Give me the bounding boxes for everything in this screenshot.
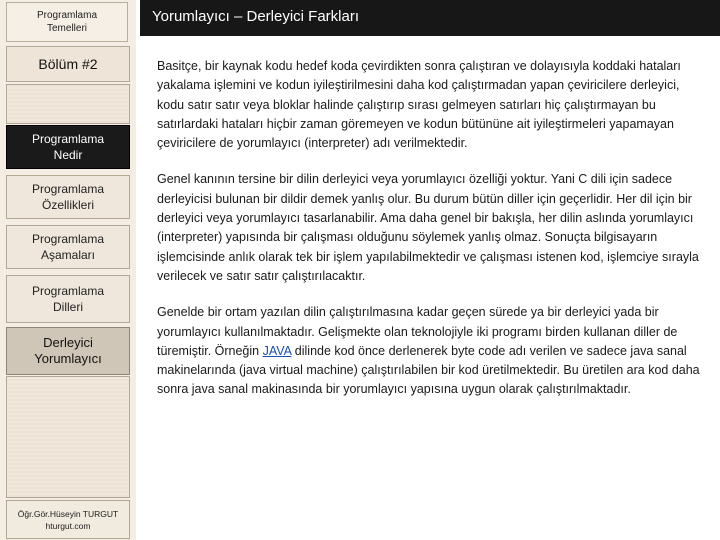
java-link[interactable]: JAVA xyxy=(262,343,292,358)
author-label: Öğr.Gör.Hüseyin TURGUT hturgut.com xyxy=(17,508,119,531)
sidebar-item-label: Derleyici Yorumlayıcı xyxy=(34,335,102,366)
sidebar-item-label: Programlama Aşamaları xyxy=(31,232,105,262)
sidebar-item-programlama-asamalari[interactable] xyxy=(6,225,130,269)
sidebar-item-programlama-nedir[interactable] xyxy=(6,125,130,169)
page-title: Yorumlayıcı – Derleyici Farkları xyxy=(152,8,360,25)
course-title-box xyxy=(6,2,128,42)
title-bar xyxy=(140,0,720,36)
sidebar-blank-panel xyxy=(6,84,130,124)
sidebar-item-derleyici-yorumlayici[interactable] xyxy=(6,327,130,375)
sidebar-blank-panel-lower xyxy=(6,376,130,498)
paragraph-3-text-before: Genelde bir ortam yazılan dilin çalıştırılmasına kadar geçen sürede ya bir derleyici yada bir yorumlayıcı kullanılmaktadır. Gelişmekte olan teknolojiyle iki programı birden kullanan diller de türemiştir. Örneğin xyxy=(157,305,678,358)
sidebar-item-programlama-dilleri[interactable] xyxy=(6,275,130,323)
chapter-label: Bölüm #2 xyxy=(38,56,98,72)
paragraph-1: Basitçe, bir kaynak kodu hedef koda çevirdikten sonra çalıştıran ve dolayısıyla koddaki hataları yakalama işlemini ve kodun iyileştirilmesini daha kod çalıştırmadan yapan çeviricilere derleyici, kodu satır satır veya bloklar halinde çalıştırıp sırası gelmeyen satırları hiç çalıştırmayan bu satırlardaki hataları hiçbir zaman göremeyen ve kodun bütününe ait iyileştirmeleri yapamayan çeviricilere de yorumlayıcı (interpreter) adı verilmektedir. xyxy=(157,59,681,151)
author-footer xyxy=(6,500,130,539)
sidebar-item-label: Programlama Nedir xyxy=(31,132,105,162)
sidebar xyxy=(0,0,136,540)
course-title: Programlama Temelleri xyxy=(36,10,98,34)
paragraph-2: Genel kanının tersine bir dilin derleyici veya yorumlayıcı özelliği yoktur. Yani C dili için sadece derleyicisi bulunan bir dildir demek yanlış olur. Bu durum bütün diller için geçerlidir. Her dil için bir derleyici veya yorumlayıcı tasarlanabilir. Ama daha genel bir bakışla, her dilin aslında yorumlayıcı (interpreter) yapısında bir çalışması olduğunu söylemek yanlış olmaz. Sonuçta bilgisayarın işlemcisinde anlık olarak tek bir işlem yapılabilmektedir ve çalışması istenen kod, işlemciye sırayla verilecek ve satır satır çalıştırılacaktır. xyxy=(157,172,699,283)
paragraph-3-text-after: dilinde kod önce derlenerek byte code adı verilen ve sadece java sanal makinelarında (java virtual machine) çalıştırılabilen bir kod üretilmektedir. Bu üretilen ara kod daha sonra java sanal makinasında bir yorumlayıcı yapısına uygun olarak çalıştırılmaktadır. xyxy=(157,343,700,397)
sidebar-item-label: Programlama Dilleri xyxy=(31,284,105,314)
sidebar-item-label: Programlama Özellikleri xyxy=(31,182,105,212)
paragraph-3 xyxy=(157,303,705,399)
sidebar-item-programlama-ozellikleri[interactable] xyxy=(6,175,130,219)
main-content xyxy=(157,57,705,417)
chapter-box xyxy=(6,46,130,82)
